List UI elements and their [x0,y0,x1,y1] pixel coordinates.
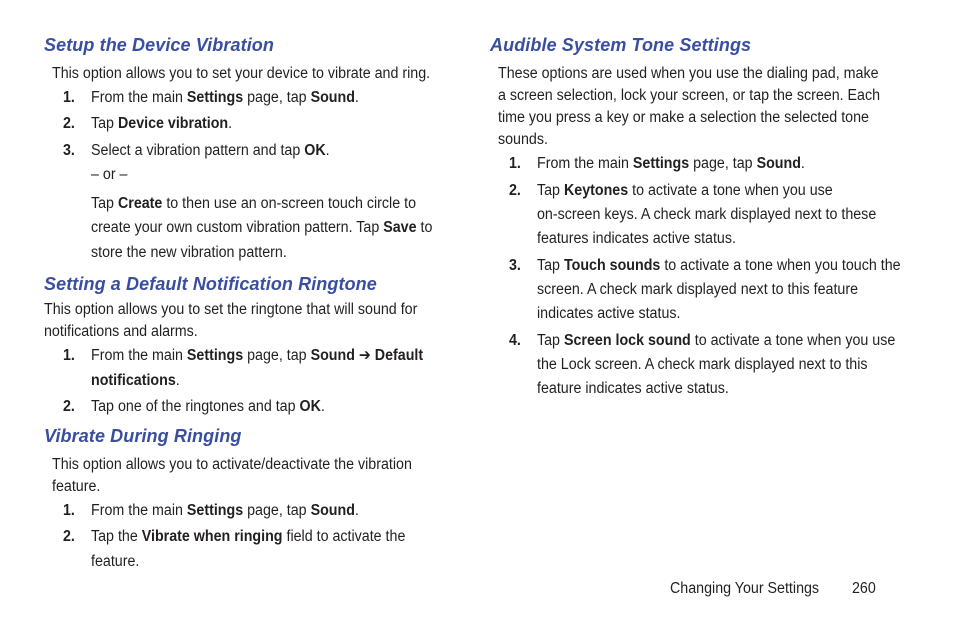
step-text: feature indicates active status. [537,380,729,397]
step-number: 2. [509,182,521,199]
section-intro: time you press a key or make a selection the selected tone [498,109,869,126]
step-text: features indicates active status. [537,230,736,247]
step-number: 1. [509,155,521,172]
step-number: 3. [63,142,75,159]
section-heading-audible-system-tone: Audible System Tone Settings [490,35,752,55]
step-text: Tap Screen lock sound to activate a tone when you use [537,332,896,349]
step-number: 3. [509,257,521,274]
step-text: Tap Keytones to activate a tone when you use [537,182,833,199]
step-text: feature. [91,553,140,570]
step-text: Select a vibration pattern and tap OK. [91,142,330,159]
page-number: 260 [852,580,876,597]
step-number: 2. [63,398,75,415]
arrow-icon: ➔ [354,347,375,364]
section-intro: This option allows you to set the ringtone that will sound for [44,301,418,318]
section-intro: These options are used when you use the dialing pad, make [498,65,879,82]
step-number: 2. [63,115,75,132]
step-text: indicates active status. [537,305,681,322]
step-text: on-screen keys. A check mark displayed next to these [537,206,877,223]
step-text: Tap Device vibration. [91,115,233,132]
step-text: From the main Settings page, tap Sound. [91,502,359,519]
step-number: 1. [63,89,75,106]
section-heading-setup-vibration: Setup the Device Vibration [44,35,274,55]
step-text: store the new vibration pattern. [91,244,287,261]
section-intro: sounds. [498,131,548,148]
step-text: Tap one of the ringtones and tap OK. [91,398,325,415]
section-intro: notifications and alarms. [44,323,198,340]
or-separator: – or – [91,166,128,183]
step-text: notifications. [91,372,180,389]
step-number: 1. [63,347,75,364]
step-text: Tap Create to then use an on-screen touch circle to [91,195,417,212]
step-number: 4. [509,332,521,349]
step-text: From the main Settings page, tap Sound ➔ Default [91,347,424,364]
step-text: Tap Touch sounds to activate a tone when you touch the [537,257,901,274]
step-text: From the main Settings page, tap Sound. [91,89,359,106]
step-number: 1. [63,502,75,519]
step-text: screen. A check mark displayed next to this feature [537,281,859,298]
section-intro: a screen selection, lock your screen, or tap the screen. Each [498,87,881,104]
step-number: 2. [63,528,75,545]
section-intro: This option allows you to activate/deactivate the vibration [52,456,412,473]
section-intro: feature. [52,478,101,495]
step-text: the Lock screen. A check mark displayed next to this [537,356,868,373]
section-intro: This option allows you to set your device to vibrate and ring. [52,65,431,82]
section-heading-vibrate-during-ringing: Vibrate During Ringing [44,426,242,446]
step-text: From the main Settings page, tap Sound. [537,155,805,172]
section-heading-default-notification-ringtone: Setting a Default Notification Ringtone [44,274,377,294]
footer-section-title: Changing Your Settings [670,580,820,597]
step-text: Tap the Vibrate when ringing field to activate the [91,528,406,545]
step-text: create your own custom vibration pattern. Tap Save to [91,219,433,236]
